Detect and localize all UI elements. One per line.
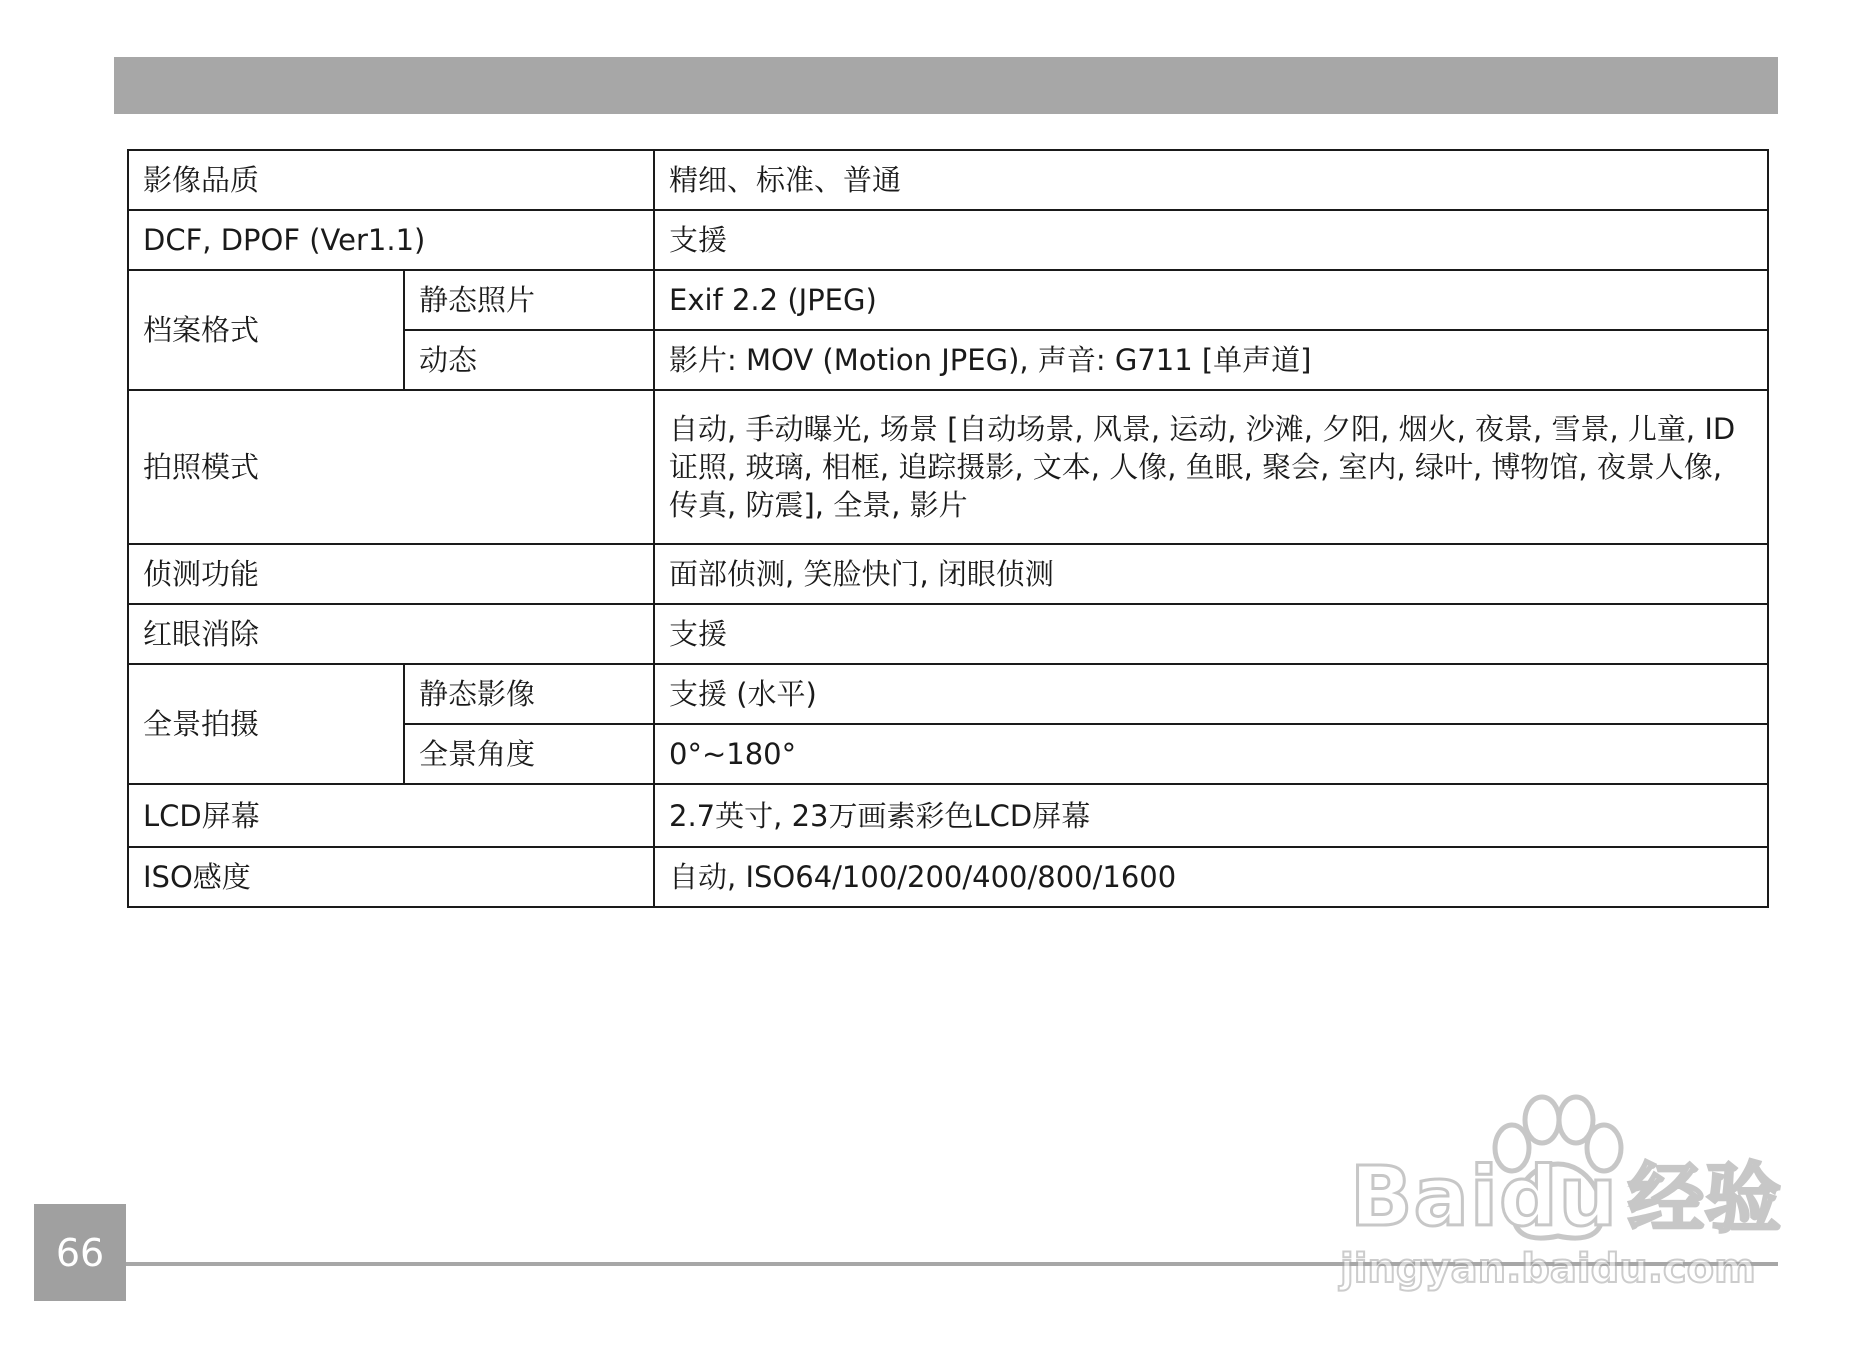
spec-value: 自动, 手动曝光, 场景 [自动场景, 风景, 运动, 沙滩, 夕阳, 烟火, 夜景, 雪景, 儿童, ID证照, 玻璃, 相框, 追踪摄影, 文本, 人像, 鱼眼, 聚会, 室内, 绿叶, 博物馆, 夜景人像, 传真, 防震], 全景, 影片 [654,390,1768,544]
table-row [128,664,1768,724]
watermark-url: jingyan.baidu.com [1340,1246,1756,1292]
spec-value: 2.7英寸, 23万画素彩色LCD屏幕 [654,784,1768,847]
spec-value: 精细、标准、普通 [654,150,1768,210]
table-row [128,847,1768,907]
spec-label: 档案格式 [128,270,404,390]
table-row [128,390,1768,544]
spec-value: 自动, ISO64/100/200/400/800/1600 [654,847,1768,907]
spec-label: 影像品质 [128,150,654,210]
spec-label: LCD屏幕 [128,784,654,847]
table-row [128,150,1768,210]
watermark-brand-du: du [1498,1150,1619,1245]
spec-label: 全景拍摄 [128,664,404,784]
table-row [128,210,1768,270]
spec-value: 支援 [654,210,1768,270]
spec-label: 侦测功能 [128,544,654,604]
table-row [128,544,1768,604]
spec-sublabel: 静态影像 [404,664,654,724]
watermark-suffix: 经验 [1628,1154,1783,1243]
table-row [128,784,1768,847]
spec-sublabel: 静态照片 [404,270,654,330]
spec-value: 支援 [654,604,1768,664]
watermark-brand-bai: Bai [1350,1150,1499,1245]
spec-label: ISO感度 [128,847,654,907]
table-row [128,270,1768,330]
spec-value: 0°~180° [654,724,1768,784]
table-row [128,604,1768,664]
spec-label: DCF, DPOF (Ver1.1) [128,210,654,270]
spec-value: Exif 2.2 (JPEG) [654,270,1768,330]
spec-label: 拍照模式 [128,390,654,544]
spec-table [127,149,1769,908]
page-number: 66 [34,1204,126,1301]
watermark-brand [1350,1138,1782,1247]
spec-sublabel: 动态 [404,330,654,390]
header-bar [114,57,1778,114]
baidu-jingyan-watermark [1320,1090,1790,1320]
spec-value: 影片: MOV (Motion JPEG), 声音: G711 [单声道] [654,330,1768,390]
spec-sublabel: 全景角度 [404,724,654,784]
spec-value: 面部侦测, 笑脸快门, 闭眼侦测 [654,544,1768,604]
spec-value: 支援 (水平) [654,664,1768,724]
spec-label: 红眼消除 [128,604,654,664]
